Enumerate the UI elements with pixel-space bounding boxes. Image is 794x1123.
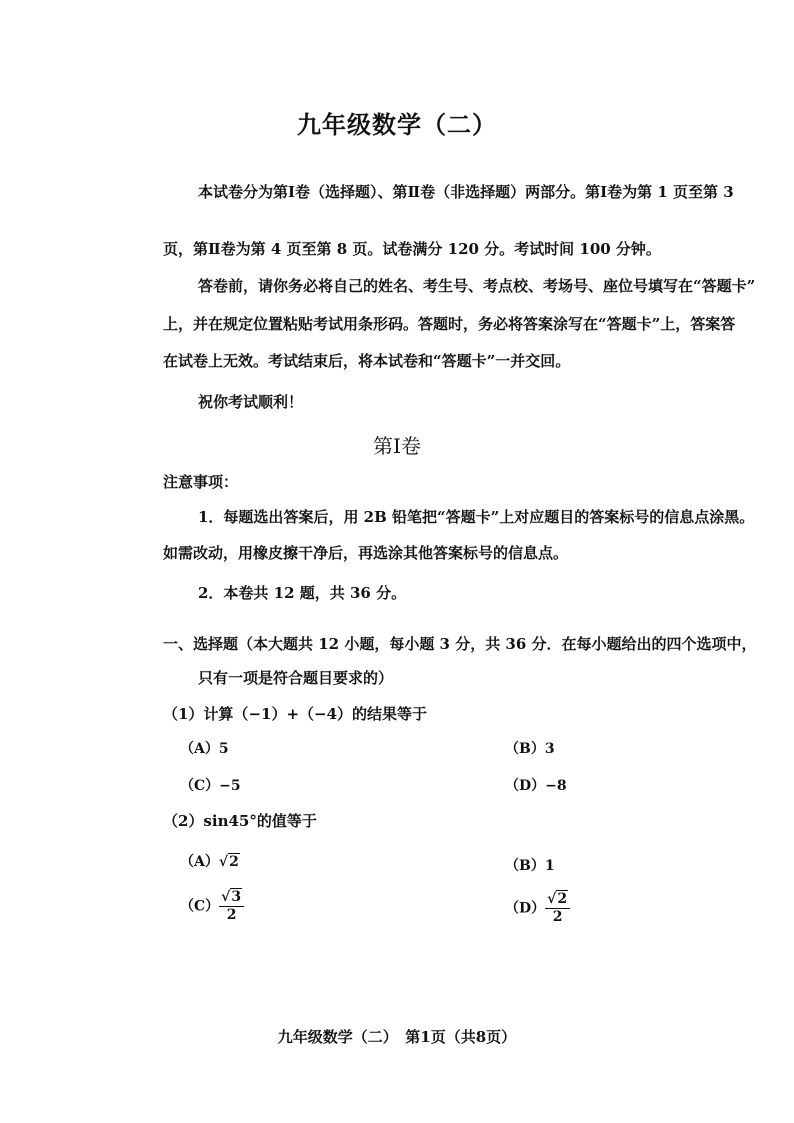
intro-line: 本试卷分为第Ⅰ卷（选择题）、第Ⅱ卷（非选择题）两部分。第Ⅰ卷为第 1 页至第 3 — [198, 183, 734, 201]
fraction — [219, 890, 244, 923]
note-line: 如需改动，用橡皮擦干净后，再选涂其他答案标号的信息点。 — [163, 544, 569, 562]
radicand: 3 — [231, 889, 242, 905]
radicand: 2 — [229, 854, 239, 870]
intro-line: 页，第Ⅱ卷为第 4 页至第 8 页。试卷满分 120 分。考试时间 100 分钟。 — [163, 240, 661, 258]
page-footer: 九年级数学（二） 第1页（共8页） — [277, 1028, 517, 1046]
part-heading: 一、选择题（本大题共 12 小题，每小题 3 分，共 36 分．在每小题给出的四个选项中， — [163, 635, 757, 653]
fraction-denominator: 2 — [226, 907, 237, 923]
fraction-numerator: √3 — [219, 890, 244, 907]
section-title: 第Ⅰ卷 — [373, 434, 421, 458]
question-2-stem: （2）sin45°的值等于 — [163, 812, 317, 830]
intro-line: 答卷前，请你务必将自己的姓名、考生号、考点校、考场号、座位号填写在“答题卡” — [198, 277, 756, 295]
part-heading: 只有一项是符合题目要求的） — [198, 669, 394, 687]
question-1-option-a: （A）5 — [180, 741, 229, 757]
page-title: 九年级数学（二） — [297, 110, 497, 139]
note-line: 2．本卷共 12 题，共 36 分。 — [198, 584, 407, 602]
question-1-option-b: （B）3 — [505, 741, 555, 757]
question-2-option-d — [505, 892, 570, 925]
intro-line: 上，并在规定位置粘贴考试用条形码。答题时，务必将答案涂写在“答题卡”上，答案答 — [163, 315, 736, 333]
question-2-option-a — [180, 851, 240, 871]
fraction — [545, 892, 570, 925]
good-luck-text: 祝你考试顺利！ — [198, 393, 304, 411]
question-2-option-b: （B）1 — [505, 858, 555, 874]
question-1-stem: （1）计算（−1）+（−4）的结果等于 — [163, 705, 428, 723]
radicand: 2 — [557, 891, 568, 907]
question-2-option-c — [180, 890, 244, 923]
option-label: （D） — [505, 900, 546, 917]
fraction-denominator: 2 — [552, 909, 563, 925]
fraction-numerator: √2 — [545, 892, 570, 909]
question-1-option-d: （D）−8 — [505, 778, 567, 794]
option-label: （C） — [180, 898, 220, 915]
note-line: 1．每题选出答案后，用 2B 铅笔把“答题卡”上对应题目的答案标号的信息点涂黑。 — [198, 508, 755, 526]
question-1-option-c: （C）−5 — [180, 778, 241, 794]
sqrt-expression: √2 — [218, 854, 239, 870]
option-label: （A） — [180, 854, 219, 870]
intro-line: 在试卷上无效。考试结束后，将本试卷和“答题卡”一并交回。 — [163, 352, 571, 370]
notes-heading: 注意事项： — [163, 473, 239, 491]
